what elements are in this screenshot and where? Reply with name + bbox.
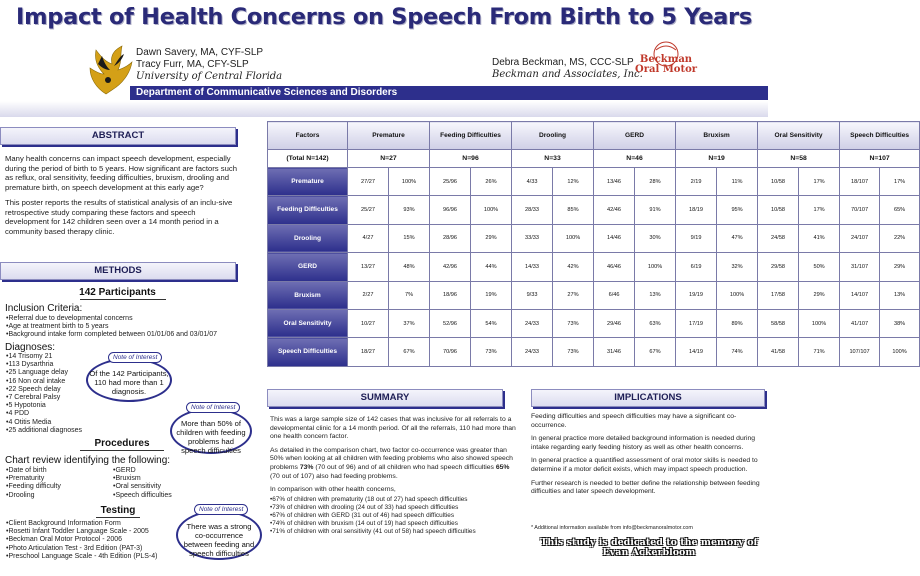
column-header: Speech Difficulties [840,122,920,150]
ratio-cell: 52/96 [430,309,471,337]
percent-cell: 100% [389,168,430,196]
percent-cell: 100% [553,224,594,252]
column-header: GERD [594,122,676,150]
abstract-body [5,154,240,242]
ratio-cell: 18/107 [840,168,880,196]
ratio-cell: 24/107 [840,224,880,252]
ratio-cell: 4/33 [512,168,553,196]
ratio-cell: 41/107 [840,309,880,337]
ratio-cell: 24/33 [512,309,553,337]
procedures-heading: Procedures [94,438,150,449]
ratio-cell: 70/107 [840,196,880,224]
list-item: • Beckman Oral Motor Protocol - 2006 [6,536,186,544]
ratio-cell: 18/27 [348,338,389,366]
n-value: N=107 [840,150,920,168]
n-row-label: (Total N=142) [268,150,348,168]
percent-cell: 26% [471,168,512,196]
ratio-cell: 4/27 [348,224,389,252]
percent-cell: 50% [799,253,840,281]
percent-cell: 41% [799,224,840,252]
ratio-cell: 31/46 [594,338,635,366]
authors-left [136,47,282,83]
summary-text-run: (70 out of 107) also had feeding problems. [270,472,398,480]
row-header: GERD [268,253,348,281]
percent-cell: 30% [635,224,676,252]
n-value: N=46 [594,150,676,168]
list-item: • Speech difficulties [113,492,223,500]
ratio-cell: 2/19 [676,168,717,196]
percent-cell: 93% [389,196,430,224]
implications-paragraph: Further research is needed to better define the relationship between feeding difficulties and later speech development. [531,479,760,496]
percent-cell: 11% [717,168,758,196]
percent-cell: 12% [553,168,594,196]
implications-paragraph: In general practice more detailed background information is needed during intake regarding early feeding history as well as other health concerns. [531,435,756,451]
n-value: N=33 [512,150,594,168]
abstract-heading: ABSTRACT [0,127,236,145]
table-row [268,309,920,337]
ratio-cell: 6/19 [676,253,717,281]
column-header: Oral Sensitivity [758,122,840,150]
ratio-cell: 17/19 [676,309,717,337]
list-item: • Feeding difficulty [6,483,116,491]
list-item: • Oral sensitivity [113,483,223,491]
ratio-cell: 27/27 [348,168,389,196]
list-item: • Age at treatment birth to 5 years [6,323,256,331]
implications-heading: IMPLICATIONS [531,389,765,407]
ratio-cell: 19/19 [676,281,717,309]
column-header: Feeding Difficulties [430,122,512,150]
author-name: Dawn Savery, MA, CYF-SLP [136,47,264,58]
list-item: • Client Background Information Form [6,520,186,528]
ratio-cell: 28/96 [430,224,471,252]
list-item: • 4 Otitis Media [6,419,126,427]
row-header: Bruxism [268,281,348,309]
percent-cell: 17% [799,196,840,224]
percent-cell: 100% [471,196,512,224]
table-row [268,168,920,196]
ratio-cell: 14/107 [840,281,880,309]
list-item: • Referral due to developmental concerns [6,315,256,323]
list-item: • Background intake form completed between 01/01/06 and 03/01/07 [6,331,256,339]
row-header: Speech Difficulties [268,338,348,366]
percent-cell: 38% [880,309,920,337]
percent-cell: 54% [471,309,512,337]
table-row [268,196,920,224]
row-header: Oral Sensitivity [268,309,348,337]
list-item: • 16 Non oral intake [6,378,126,386]
implications-paragraph: In general practice a quantified assessment of oral motor skills is needed to determine if a motor deficit exists, which may impact speech production. [531,457,758,473]
percent-cell: 73% [553,309,594,337]
percent-cell: 13% [880,281,920,309]
list-item: • Rosetti Infant Toddler Language Scale - 2005 [6,528,186,536]
list-item: • Photo Articulation Test - 3rd Edition (PAT-3) [6,545,186,553]
n-value: N=27 [348,150,430,168]
ratio-cell: 9/19 [676,224,717,252]
note-of-interest-bubble [170,408,252,454]
ratio-cell: 10/27 [348,309,389,337]
percent-cell: 19% [471,281,512,309]
percent-cell: 65% [880,196,920,224]
percent-cell: 100% [799,309,840,337]
percent-cell: 47% [717,224,758,252]
percent-cell: 89% [717,309,758,337]
row-header: Premature [268,168,348,196]
table-row [268,253,920,281]
ratio-cell: 28/33 [512,196,553,224]
note-of-interest-tag: Note of Interest [194,504,248,515]
note-of-interest-tag: Note of Interest [108,352,162,363]
note-text: Of the 142 Participants, 110 had more than 1 diagnosis. [89,369,169,396]
row-header: Drooling [268,224,348,252]
column-header: Drooling [512,122,594,150]
table-row [268,281,920,309]
company-name: Beckman and Associates, Inc. [492,69,643,80]
list-item: • 67% of children with GERD (31 out of 46) had speech difficulties [270,512,520,520]
ratio-cell: 31/107 [840,253,880,281]
beckman-oral-motor-logo [636,40,696,78]
percent-cell: 100% [635,253,676,281]
percent-cell: 17% [880,168,920,196]
summary-paragraph: This was a large sample size of 142 cases that was inclusive for all referrals to a developmental clinic for a 14 month period. Of all the referrals, 110 had more than one health concern factor. [270,416,516,441]
percent-cell: 67% [635,338,676,366]
table-corner-header: Factors [268,122,348,150]
list-item: • 74% of children with bruxism (14 out of 19) had speech difficulties [270,520,520,528]
ratio-cell: 42/46 [594,196,635,224]
testing-list [6,520,186,561]
summary-text-run: (70 out of 96) and of all children who had speech difficulties [313,463,496,471]
percent-cell: 67% [389,338,430,366]
chart-review-list [6,467,116,500]
list-item: • 5 Hypotonia [6,402,126,410]
percent-cell: 91% [635,196,676,224]
column-header: Premature [348,122,430,150]
percent-cell: 95% [717,196,758,224]
percent-cell: 27% [553,281,594,309]
table-row [268,338,920,366]
percent-cell: 29% [471,224,512,252]
ratio-cell: 107/107 [840,338,880,366]
highlight-value: 73% [299,463,314,471]
ratio-cell: 24/58 [758,224,799,252]
list-item: • Drooling [6,492,116,500]
poster-title: Impact of Health Concerns on Speech From Birth to 5 Years [16,4,752,30]
percent-cell: 48% [389,253,430,281]
underline [80,450,164,451]
list-item: • 71% of children with oral sensitivity (41 out of 58) had speech difficulties [270,528,520,536]
comparison-table-grid [267,121,920,367]
ratio-cell: 18/19 [676,196,717,224]
list-item: • GERD [113,467,223,475]
percent-cell: 74% [717,338,758,366]
ratio-cell: 25/96 [430,168,471,196]
note-of-interest-tag: Note of Interest [186,402,240,413]
percent-cell: 37% [389,309,430,337]
percent-cell: 29% [880,253,920,281]
ratio-cell: 33/33 [512,224,553,252]
ratio-cell: 10/58 [758,196,799,224]
n-value: N=96 [430,150,512,168]
ratio-cell: 9/33 [512,281,553,309]
highlight-value: 65% [495,463,510,471]
n-value: N=58 [758,150,840,168]
list-item: • Bruxism [113,475,223,483]
chart-review-list [113,467,223,500]
percent-cell: 15% [389,224,430,252]
percent-cell: 63% [635,309,676,337]
list-item: • 7 Cerebral Palsy [6,394,126,402]
dedication-text: This study is dedicated to the memory of Evan Ackerbloom [540,537,758,558]
summary-body [270,416,520,536]
comparison-table [267,121,910,373]
ratio-cell: 10/58 [758,168,799,196]
ratio-cell: 14/33 [512,253,553,281]
percent-cell: 13% [635,281,676,309]
list-item: • 73% of children with drooling (24 out of 33) had speech difficulties [270,504,520,512]
ratio-cell: 70/96 [430,338,471,366]
percent-cell: 17% [799,168,840,196]
percent-cell: 28% [635,168,676,196]
header-divider [0,101,768,117]
list-item: • 4 PDD [6,410,126,418]
ratio-cell: 42/96 [430,253,471,281]
underline [80,299,166,300]
abstract-paragraph: Many health concerns can impact speech development, especially during the period of birth to 5 years. How significant are factors such as reflux, oral sensitivity, feeding difficulties, bruxism, drooling and premature birth, on speech development at this early age? [5,154,238,192]
logo-text: Oral Motor [634,64,698,75]
table-row [268,224,920,252]
inclusion-title: Inclusion Criteria: [5,303,83,314]
abstract-paragraph: This poster reports the results of statistical analysis of an inclu-sive retrospective study comparing these factors and speech development for 142 children seen over a 14 month period in a community based therapy clinic. [5,198,233,236]
percent-cell: 22% [880,224,920,252]
list-item: • 25 Language delay [6,369,126,377]
authors-right [492,57,643,81]
percent-cell: 73% [471,338,512,366]
list-item: • Date of birth [6,467,116,475]
percent-cell: 32% [717,253,758,281]
note-of-interest-bubble [86,358,172,402]
testing-heading: Testing [100,505,136,516]
ratio-cell: 17/58 [758,281,799,309]
list-item: • Prematurity [6,475,116,483]
author-name: Debra Beckman, MS, CCC-SLP [492,57,634,68]
implications-body [531,413,767,502]
list-item: • Preschool Language Scale - 4th Edition (PLS-4) [6,553,186,561]
percent-cell: 85% [553,196,594,224]
column-header: Bruxism [676,122,758,150]
percent-cell: 100% [880,338,920,366]
ratio-cell: 18/96 [430,281,471,309]
n-value: N=19 [676,150,758,168]
chart-review-title: Chart review identifying the following: [5,455,171,466]
diagnoses-title: Diagnoses: [5,342,56,353]
ratio-cell: 29/46 [594,309,635,337]
ratio-cell: 6/46 [594,281,635,309]
logo-text: Beckman [639,54,693,65]
list-item: • 67% of children with prematurity (18 out of 27) had speech difficulties [270,496,520,504]
ratio-cell: 2/27 [348,281,389,309]
ratio-cell: 13/46 [594,168,635,196]
note-of-interest-bubble [176,510,262,560]
contact-note: * Additional information available from info@beckmanoralmotor.com [531,525,693,531]
summary-text-run: As detailed in the comparison chart, two factor co-occurrence was greater than 50% when looking at all children with feeding problems who also showed speech problems [270,446,513,471]
ratio-cell: 13/27 [348,253,389,281]
methods-heading: METHODS [0,262,236,280]
percent-cell: 100% [717,281,758,309]
inclusion-list [6,315,256,340]
list-item: • 22 Speech delay [6,386,126,394]
percent-cell: 42% [553,253,594,281]
department-bar: Department of Communicative Sciences and Disorders [130,86,768,100]
ratio-cell: 29/58 [758,253,799,281]
note-text: More than 50% of children with feeding problems had speech difficulties [176,419,246,455]
summary-paragraph [270,447,520,481]
implications-paragraph: Feeding difficulties and speech difficulties may have a significant co-occurrence. [531,413,737,429]
percent-cell: 73% [553,338,594,366]
ratio-cell: 25/27 [348,196,389,224]
university-name: University of Central Florida [136,71,283,82]
ratio-cell: 24/33 [512,338,553,366]
percent-cell: 7% [389,281,430,309]
summary-paragraph: In comparison with other health concerns, [270,486,396,494]
author-name: Tracy Furr, MA, CFY-SLP [136,59,249,70]
list-item: • 14 Trisomy 21 [6,353,126,361]
list-item: • 113 Dysarthria [6,361,126,369]
ratio-cell: 96/96 [430,196,471,224]
underline [96,517,140,518]
ratio-cell: 14/46 [594,224,635,252]
note-text: There was a strong co-occurrence between feeding and speech difficulties [183,522,255,558]
percent-cell: 29% [799,281,840,309]
list-item: • 25 additional diagnoses [6,427,126,435]
participants-heading: 142 Participants [79,287,156,298]
summary-bullets [270,496,520,536]
percent-cell: 44% [471,253,512,281]
ratio-cell: 41/58 [758,338,799,366]
ucf-pegasus-logo [78,44,134,98]
percent-cell: 71% [799,338,840,366]
ratio-cell: 14/19 [676,338,717,366]
ratio-cell: 58/58 [758,309,799,337]
row-header: Feeding Difficulties [268,196,348,224]
ratio-cell: 46/46 [594,253,635,281]
summary-heading: SUMMARY [267,389,503,407]
